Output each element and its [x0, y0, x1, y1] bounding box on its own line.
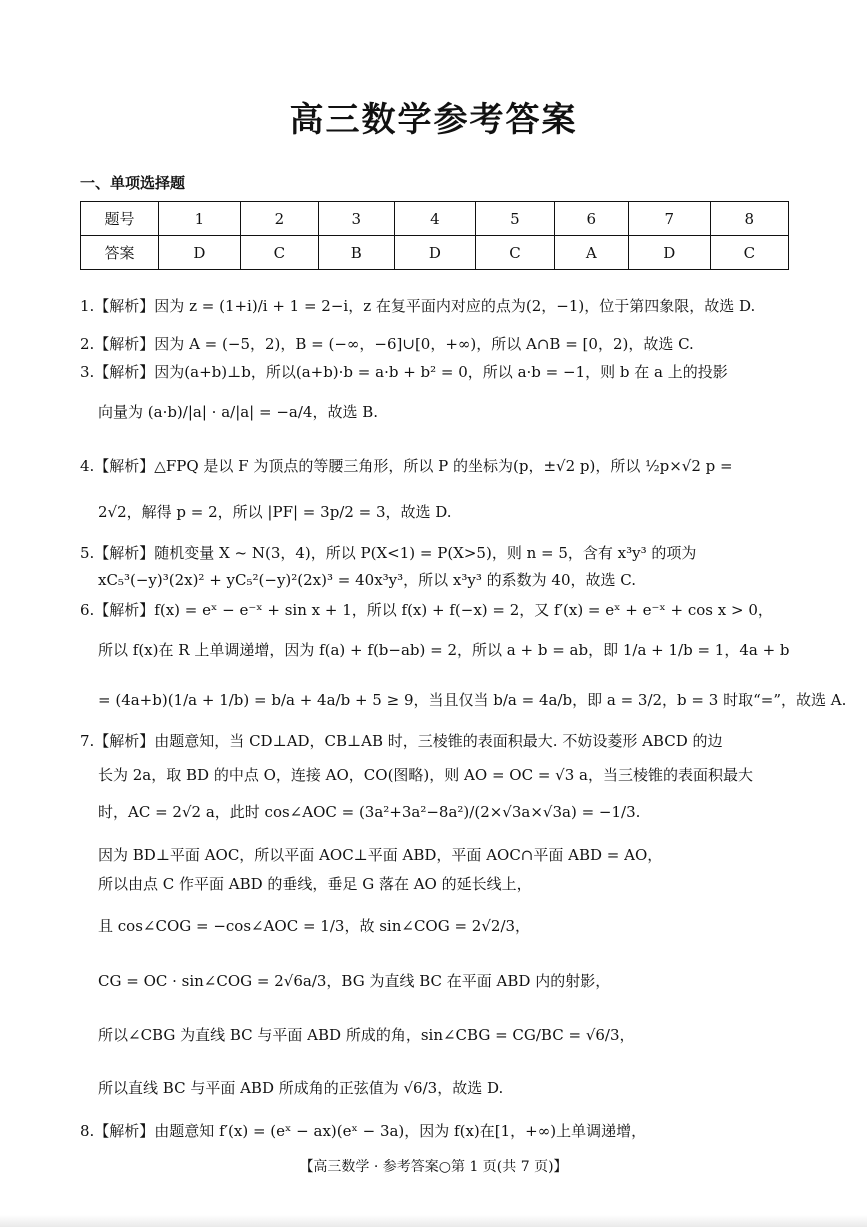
- solution-line: 6.【解析】f(x) = eˣ − e⁻ˣ + sin x + 1，所以 f(x) + f(−x) = 2，又 f′(x) = eˣ + e⁻ˣ + cos x > 0，: [80, 601, 773, 619]
- table-cell: 4: [394, 202, 476, 236]
- solution-line: 2.【解析】因为 A = (−5，2)，B = (−∞，−6]∪[0，+∞)，所以 A∩B = [0，2)，故选 C.: [80, 335, 694, 353]
- solution-line: 1.【解析】因为 z = (1+i)/i + 1 = 2−i，z 在复平面内对应的点为(2，−1)，位于第四象限，故选 D.: [80, 297, 756, 315]
- solution-line: = (4a+b)(1/a + 1/b) = b/a + 4a/b + 5 ≥ 9，当且仅当 b/a = 4a/b，即 a = 3/2，b = 3 时取“=”，故选 A.: [98, 691, 847, 709]
- table-cell: 2: [240, 202, 318, 236]
- solution-line: 5.【解析】随机变量 X ~ N(3，4)，所以 P(X<1) = P(X>5)，则 n = 5，含有 x³y³ 的项为: [80, 544, 697, 562]
- solution-line: 时，AC = 2√2 a，此时 cos∠AOC = (3a²+3a²−8a²)/(2×√3a×√3a) = −1/3.: [98, 803, 641, 821]
- solution-line: 因为 BD⊥平面 AOC，所以平面 AOC⊥平面 ABD，平面 AOC∩平面 ABD = AO，: [98, 846, 663, 864]
- solution-line: xC₅³(−y)³(2x)² + yC₅²(−y)²(2x)³ = 40x³y³，所以 x³y³ 的系数为 40，故选 C.: [98, 571, 636, 589]
- table-cell: 1: [159, 202, 241, 236]
- table-cell: D: [159, 236, 241, 270]
- table-cell: 8: [710, 202, 788, 236]
- solution-line: 所以 f(x)在 R 上单调递增，因为 f(a) + f(b−ab) = 2，所以 a + b = ab，即 1/a + 1/b = 1，4a + b: [98, 641, 790, 659]
- solution-line: 向量为 (a·b)/|a| · a/|a| = −a/4，故选 B.: [98, 403, 379, 421]
- solution-line: 4.【解析】△FPQ 是以 F 为顶点的等腰三角形，所以 P 的坐标为(p，±√2 p)，所以 ½p×√2 p =: [80, 457, 733, 475]
- solution-line: 8.【解析】由题意知 f′(x) = (eˣ − ax)(eˣ − 3a)，因为 f(x)在[1，+∞)上单调递增，: [80, 1122, 647, 1140]
- answer-table: [80, 201, 789, 270]
- page-edge-shadow: [0, 1215, 867, 1227]
- table-row: [81, 202, 789, 236]
- table-cell: C: [240, 236, 318, 270]
- solution-line: CG = OC · sin∠COG = 2√6a/3，BG 为直线 BC 在平面 ABD 内的射影，: [98, 972, 611, 990]
- page-title: 高三数学参考答案: [289, 100, 578, 140]
- table-row: [81, 236, 789, 270]
- table-cell: D: [628, 236, 710, 270]
- solution-line: 2√2，解得 p = 2，所以 |PF| = 3p/2 = 3，故选 D.: [98, 503, 452, 521]
- table-cell: 5: [476, 202, 554, 236]
- solution-line: 长为 2a，取 BD 的中点 O，连接 AO，CO(图略)，则 AO = OC = √3 a，当三棱锥的表面积最大: [98, 766, 753, 784]
- solution-line: 7.【解析】由题意知，当 CD⊥AD，CB⊥AB 时，三棱锥的表面积最大. 不妨设菱形 ABCD 的边: [80, 732, 723, 750]
- solution-line: 所以由点 C 作平面 ABD 的垂线，垂足 G 落在 AO 的延长线上，: [98, 875, 532, 893]
- table-cell: 7: [628, 202, 710, 236]
- table-cell: B: [319, 236, 394, 270]
- solution-line: 且 cos∠COG = −cos∠AOC = 1/3，故 sin∠COG = 2√2/3，: [98, 917, 531, 935]
- table-cell: A: [554, 236, 628, 270]
- table-cell: D: [394, 236, 476, 270]
- table-cell: 6: [554, 202, 628, 236]
- solution-line: 所以直线 BC 与平面 ABD 所成角的正弦值为 √6/3，故选 D.: [98, 1079, 504, 1097]
- table-cell: C: [710, 236, 788, 270]
- table-header-label: 题号: [81, 202, 159, 236]
- table-answer-label: 答案: [81, 236, 159, 270]
- solution-line: 3.【解析】因为(a+b)⊥b，所以(a+b)·b = a·b + b² = 0，所以 a·b = −1，则 b 在 a 上的投影: [80, 363, 728, 381]
- table-cell: 3: [319, 202, 394, 236]
- page-footer: 【高三数学 · 参考答案○第 1 页(共 7 页)】: [299, 1159, 568, 1175]
- solution-line: 所以∠CBG 为直线 BC 与平面 ABD 所成的角，sin∠CBG = CG/BC = √6/3，: [98, 1026, 635, 1044]
- table-cell: C: [476, 236, 554, 270]
- section-heading: 一、单项选择题: [80, 174, 186, 192]
